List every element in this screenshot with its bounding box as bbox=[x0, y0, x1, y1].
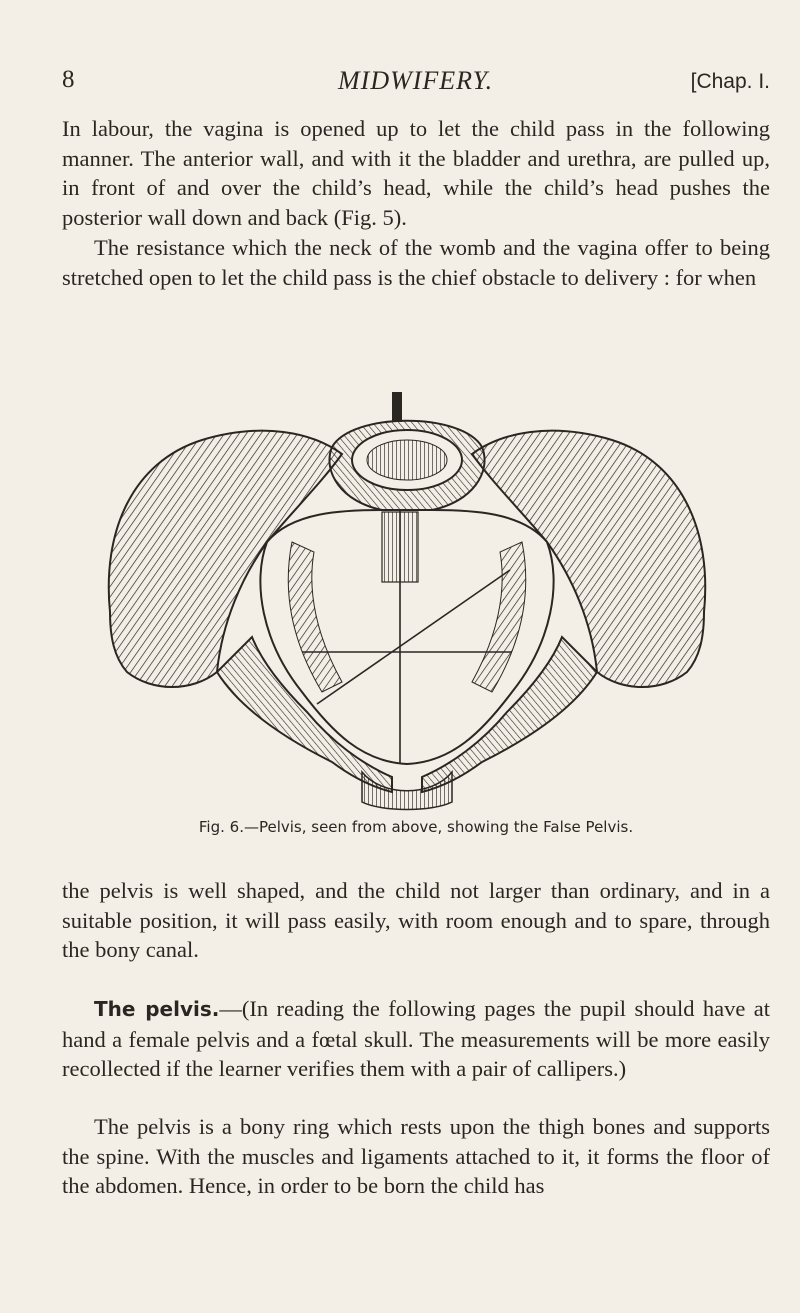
section-heading-pelvis: The pelvis. bbox=[94, 997, 220, 1021]
pelvis-illustration bbox=[92, 392, 722, 812]
chapter-label: [Chap. I. bbox=[690, 70, 770, 93]
paragraph-well-shaped: the pelvis is well shaped, and the child not larger than ordinary, and in a suitable position, it will pass easily, with room enough and to spare, through the bony canal. bbox=[62, 878, 770, 963]
paragraph-labour: In labour, the vagina is opened up to let the child pass in the following manner. The anterior wall, and with it the bladder and urethra, are pulled up, in front of and over the child’s head, while the child’s head pushes the posterior wall down and back (Fig. 5). bbox=[62, 116, 770, 230]
paragraph-pelvis-section bbox=[62, 994, 770, 1084]
page-number: 8 bbox=[62, 66, 75, 93]
paragraph-bony-ring: The pelvis is a bony ring which rests upon the thigh bones and supports the spine. With the muscles and ligaments attached to it, it forms the floor of the abdomen. Hence, in order to be born the child has bbox=[62, 1114, 770, 1199]
page-header bbox=[58, 66, 770, 106]
pelvis-figure bbox=[92, 392, 722, 812]
figure-caption: Fig. 6.—Pelvis, seen from above, showing the False Pelvis. bbox=[198, 818, 634, 836]
paragraph-resistance: The resistance which the neck of the womb and the vagina offer to being stretched open to let the child pass is the chief obstacle to delivery : for when bbox=[62, 235, 770, 290]
pelvis-section-text: —(In reading the following pages the pupil should have at hand a female pelvis and a fœtal skull. The measurements will be more easily recollected if the learner verifies them with a pair of callipers.) bbox=[62, 996, 770, 1082]
running-title: MIDWIFERY. bbox=[338, 66, 494, 95]
